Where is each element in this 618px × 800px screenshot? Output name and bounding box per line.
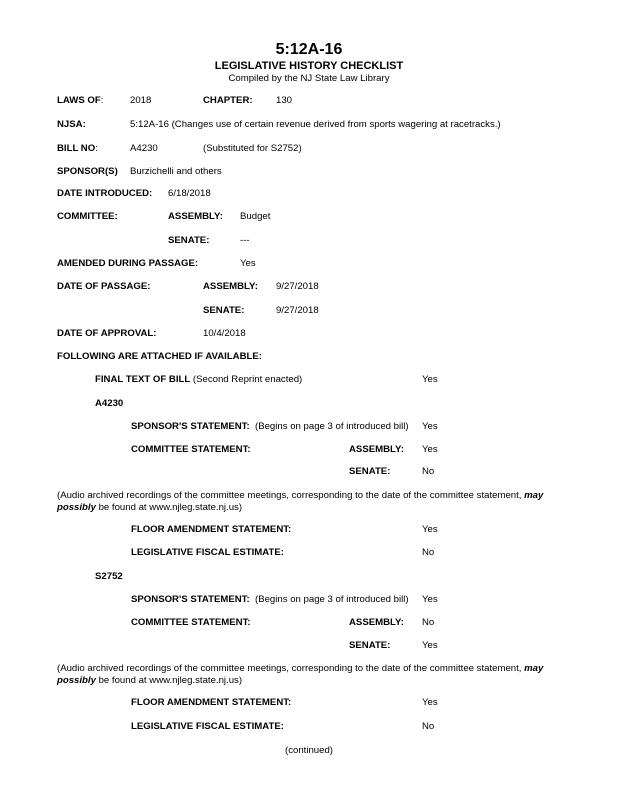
floor-amendment-label: FLOOR AMENDMENT STATEMENT:: [131, 697, 292, 708]
committee-statement-assembly-label: ASSEMBLY:: [349, 617, 404, 628]
fiscal-estimate-label: LEGISLATIVE FISCAL ESTIMATE:: [131, 721, 284, 732]
laws-year: 2018: [130, 95, 152, 106]
passage-assembly-label: ASSEMBLY:: [203, 281, 258, 292]
audio-note: (Audio archived recordings of the committee meetings, corresponding to the date of the committee statement, may possibly be found at www.njleg.state.nj.us): [57, 663, 544, 686]
committee-statement-senate-label: SENATE:: [349, 466, 391, 477]
approval-label: DATE OF APPROVAL:: [57, 328, 157, 339]
attached-heading: FOLLOWING ARE ATTACHED IF AVAILABLE:: [57, 351, 262, 362]
committee-senate-value: ---: [240, 235, 250, 246]
sponsors-value: Burzichelli and others: [130, 166, 222, 177]
final-text-label: FINAL TEXT OF BILL (Second Reprint enacted): [95, 374, 303, 385]
sponsor-statement-label: SPONSOR'S STATEMENT: (Begins on page 3 of introduced bill): [131, 421, 409, 432]
page-subtitle: LEGISLATIVE HISTORY CHECKLIST: [214, 60, 404, 72]
audio-note: (Audio archived recordings of the committee meetings, corresponding to the date of the committee statement, may possibly be found at www.njleg.state.nj.us): [57, 490, 544, 513]
laws-of-label: LAWS OF:: [57, 95, 104, 106]
compiled-by: Compiled by the NJ State Law Library: [228, 73, 390, 84]
committee-statement-label: COMMITTEE STATEMENT:: [131, 444, 251, 455]
chapter-value: 130: [276, 95, 293, 106]
floor-amendment-value: Yes: [422, 524, 438, 535]
sponsor-statement-label: SPONSOR'S STATEMENT: (Begins on page 3 of introduced bill): [131, 594, 409, 605]
committee-statement-senate-value: No: [422, 466, 435, 477]
passage-senate-label: SENATE:: [203, 305, 245, 316]
sponsors-label: SPONSOR(S): [57, 166, 118, 177]
committee-senate-label: SENATE:: [168, 235, 210, 246]
committee-statement-assembly-label: ASSEMBLY:: [349, 444, 404, 455]
committee-assembly-value: Budget: [240, 211, 271, 222]
passage-label: DATE OF PASSAGE:: [57, 281, 151, 292]
date-introduced-value: 6/18/2018: [168, 188, 211, 199]
continued-note: (continued): [285, 745, 333, 756]
committee-statement-assembly-value: No: [422, 617, 435, 628]
committee-assembly-label: ASSEMBLY:: [168, 211, 223, 222]
bill-no-value: A4230: [130, 143, 158, 154]
committee-statement-assembly-value: Yes: [422, 444, 438, 455]
passage-senate-value: 9/27/2018: [276, 305, 319, 316]
bill-section-heading: S2752: [95, 571, 123, 582]
njsa-value: 5:12A-16 (Changes use of certain revenue derived from sports wagering at racetracks.): [130, 119, 501, 130]
page-title: 5:12A-16: [275, 41, 343, 58]
approval-value: 10/4/2018: [203, 328, 246, 339]
bill-section-heading: A4230: [95, 398, 124, 409]
committee-statement-label: COMMITTEE STATEMENT:: [131, 617, 251, 628]
amended-label: AMENDED DURING PASSAGE:: [57, 258, 199, 269]
njsa-label: NJSA:: [57, 119, 86, 130]
passage-assembly-value: 9/27/2018: [276, 281, 319, 292]
fiscal-estimate-value: No: [422, 547, 435, 558]
committee-label: COMMITTEE:: [57, 211, 118, 222]
committee-statement-senate-label: SENATE:: [349, 640, 391, 651]
fiscal-estimate-label: LEGISLATIVE FISCAL ESTIMATE:: [131, 547, 284, 558]
committee-statement-senate-value: Yes: [422, 640, 438, 651]
chapter-label: CHAPTER:: [203, 95, 253, 106]
floor-amendment-label: FLOOR AMENDMENT STATEMENT:: [131, 524, 292, 535]
bill-no-label: BILL NO:: [57, 143, 98, 154]
sponsor-statement-value: Yes: [422, 421, 438, 432]
sponsor-statement-value: Yes: [422, 594, 438, 605]
floor-amendment-value: Yes: [422, 697, 438, 708]
amended-value: Yes: [240, 258, 256, 269]
substituted-note: (Substituted for S2752): [203, 143, 302, 154]
fiscal-estimate-value: No: [422, 721, 435, 732]
final-text-value: Yes: [422, 374, 438, 385]
date-introduced-label: DATE INTRODUCED:: [57, 188, 153, 199]
